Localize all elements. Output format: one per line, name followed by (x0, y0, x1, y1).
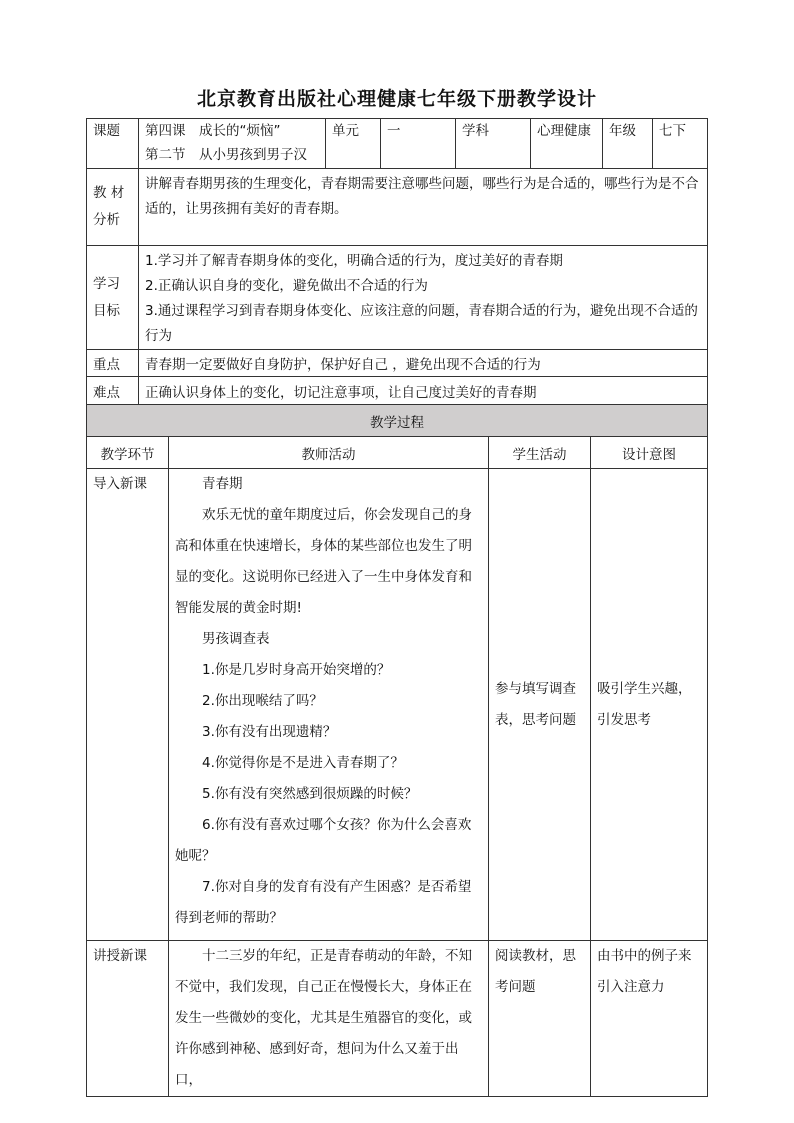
unit-value: 一 (381, 119, 456, 169)
column-header-intent: 设计意图 (591, 437, 708, 469)
lesson-info-table (86, 118, 708, 405)
survey-question: 5.你有没有突然感到很烦躁的时候？ (202, 786, 418, 802)
goals-label-line1: 学习 (93, 275, 120, 292)
lecture-teacher-activity (169, 941, 489, 1097)
lecture-paragraph: 十二三岁的年纪，正是青春萌动的年龄，不知不觉中，我们发现，自己正在慢慢长大，身体正在发生一些微妙的变化，尤其是生殖器官的变化，或许你感到神秘、感到好奇，想问为什么又羞于出口， (175, 948, 472, 1088)
survey-question: 2.你出现喉结了吗？ (202, 693, 323, 709)
lesson-label: 课题 (87, 119, 139, 169)
goal-item: 1.学习并了解青春期身体的变化，明确合适的行为，度过美好的青春期 (145, 253, 563, 269)
lecture-student-activity: 阅读教材，思考问题 (489, 941, 591, 1097)
lesson-value (139, 119, 326, 169)
survey-question: 1.你是几岁时身高开始突增的？ (202, 662, 391, 678)
goals-list (139, 246, 708, 350)
lesson-line2: 第二节 从小男孩到男子汉 (145, 147, 307, 163)
column-header-teacher: 教师活动 (169, 437, 489, 469)
analysis-label-line2: 分析 (93, 212, 120, 228)
survey-question: 4.你觉得你是不是进入青春期了？ (202, 755, 404, 771)
intro-student-activity: 参与填写调查表，思考问题 (489, 469, 591, 941)
grade-value: 七下 (653, 119, 708, 169)
unit-label: 单元 (326, 119, 381, 169)
subject-label: 学科 (456, 119, 531, 169)
teaching-process-table (86, 404, 708, 1097)
key-point-text: 青春期一定要做好自身防护，保护好自己 ，避免出现不合适的行为 (139, 350, 708, 377)
analysis-label-line1: 教 材 (93, 185, 125, 201)
survey-question: 3.你有没有出现遗精？ (202, 724, 337, 740)
analysis-text: 讲解青春期男孩的生理变化，青春期需要注意哪些问题，哪些行为是合适的，哪些行为是不合适的，让男孩拥有美好的青春期。 (139, 169, 708, 246)
column-header-stage: 教学环节 (87, 437, 169, 469)
page-title: 北京教育出版社心理健康七年级下册教学设计 (196, 88, 597, 110)
difficulty-label: 难点 (87, 377, 139, 405)
goals-label (87, 246, 139, 350)
survey-question: 6.你有没有喜欢过哪个女孩？你为什么会喜欢她呢？ (175, 817, 472, 864)
lecture-stage: 讲授新课 (87, 941, 169, 1097)
grade-label: 年级 (603, 119, 653, 169)
key-point-label: 重点 (87, 350, 139, 377)
lecture-design-intent: 由书中的例子来引入注意力 (591, 941, 708, 1097)
intro-stage: 导入新课 (87, 469, 169, 941)
column-header-student: 学生活动 (489, 437, 591, 469)
goal-item: 3.通过课程学习到青春期身体变化、应该注意的问题，青春期合适的行为，避免出现不合适的行为 (145, 303, 698, 344)
goals-label-line2: 目标 (93, 302, 120, 319)
goal-item: 2.正确认识自身的变化，避免做出不合适的行为 (145, 278, 428, 294)
intro-teacher-activity (169, 469, 489, 941)
lesson-line1: 第四课 成长的“烦恼” (145, 123, 281, 139)
intro-paragraph: 欢乐无忧的童年期度过后，你会发现自己的身高和体重在快速增长，身体的某些部位也发生了明显的变化。这说明你已经进入了一生中身体发育和智能发展的黄金时期! (175, 507, 472, 616)
analysis-label (87, 169, 139, 246)
difficulty-text: 正确认识身体上的变化，切记注意事项，让自己度过美好的青春期 (139, 377, 708, 405)
process-header: 教学过程 (87, 405, 708, 437)
subject-value: 心理健康 (531, 119, 603, 169)
intro-heading: 青春期 (202, 476, 243, 492)
intro-design-intent: 吸引学生兴趣，引发思考 (591, 469, 708, 941)
survey-heading: 男孩调查表 (202, 631, 270, 647)
survey-question: 7.你对自身的发育有没有产生困惑？是否希望得到老师的帮助？ (175, 879, 472, 926)
